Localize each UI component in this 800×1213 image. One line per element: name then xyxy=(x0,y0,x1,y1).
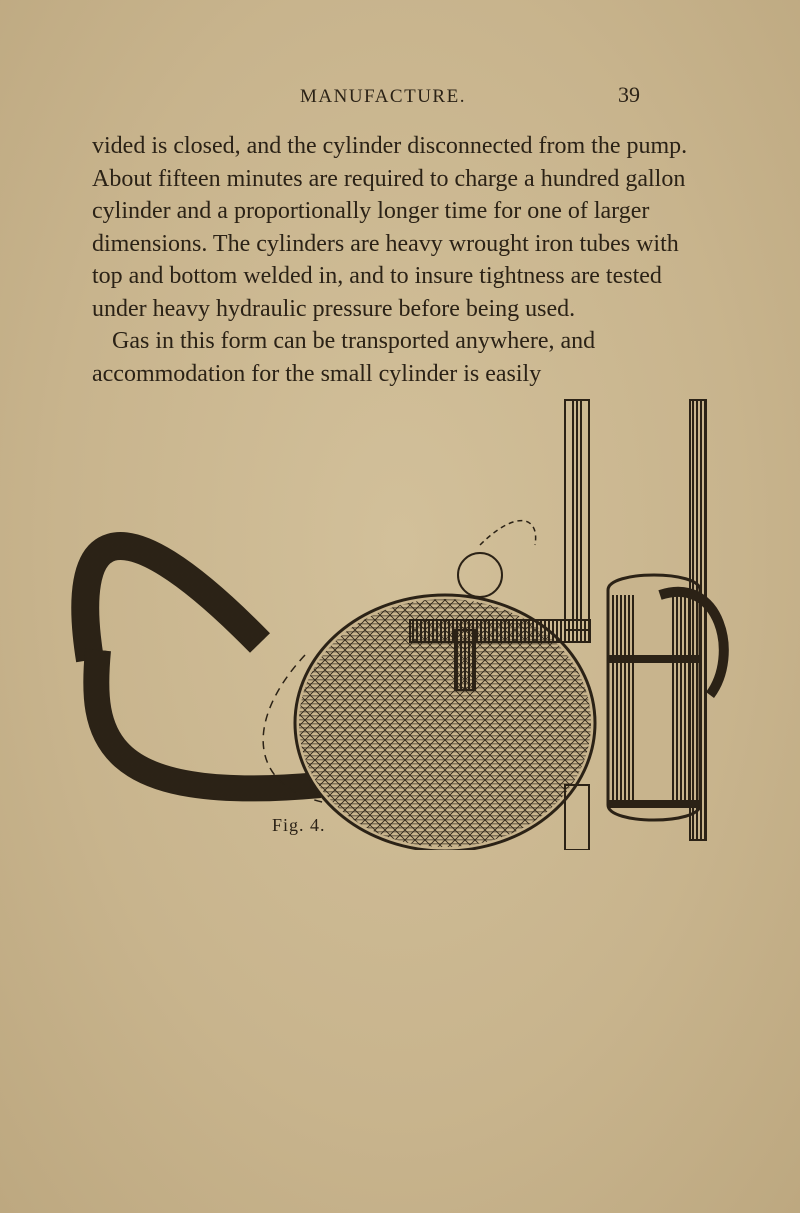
page-number: 39 xyxy=(618,82,640,107)
figure-illustration xyxy=(60,395,800,850)
paragraph: vided is closed, and the cylinder disconnected from the pump. About fifteen minutes are required to charge a hundred gallon cylinder and a proportionally longer time for one of larger dimensions. The cylinders are heavy wrought iron tubes with top and bottom welded in, and to insure tightness are tested under heavy hydraulic pressure before being used. xyxy=(92,133,688,322)
paragraph: Gas in this form can be transported anywhere, and accommodation for the small cylinder is easily xyxy=(92,328,596,387)
figure-caption: Fig. 4. xyxy=(272,815,326,835)
running-head: MANUFACTURE. xyxy=(300,86,466,107)
gas-bag-cylinder-engraving xyxy=(60,395,800,850)
body-text xyxy=(92,130,712,390)
page-header xyxy=(0,82,800,112)
